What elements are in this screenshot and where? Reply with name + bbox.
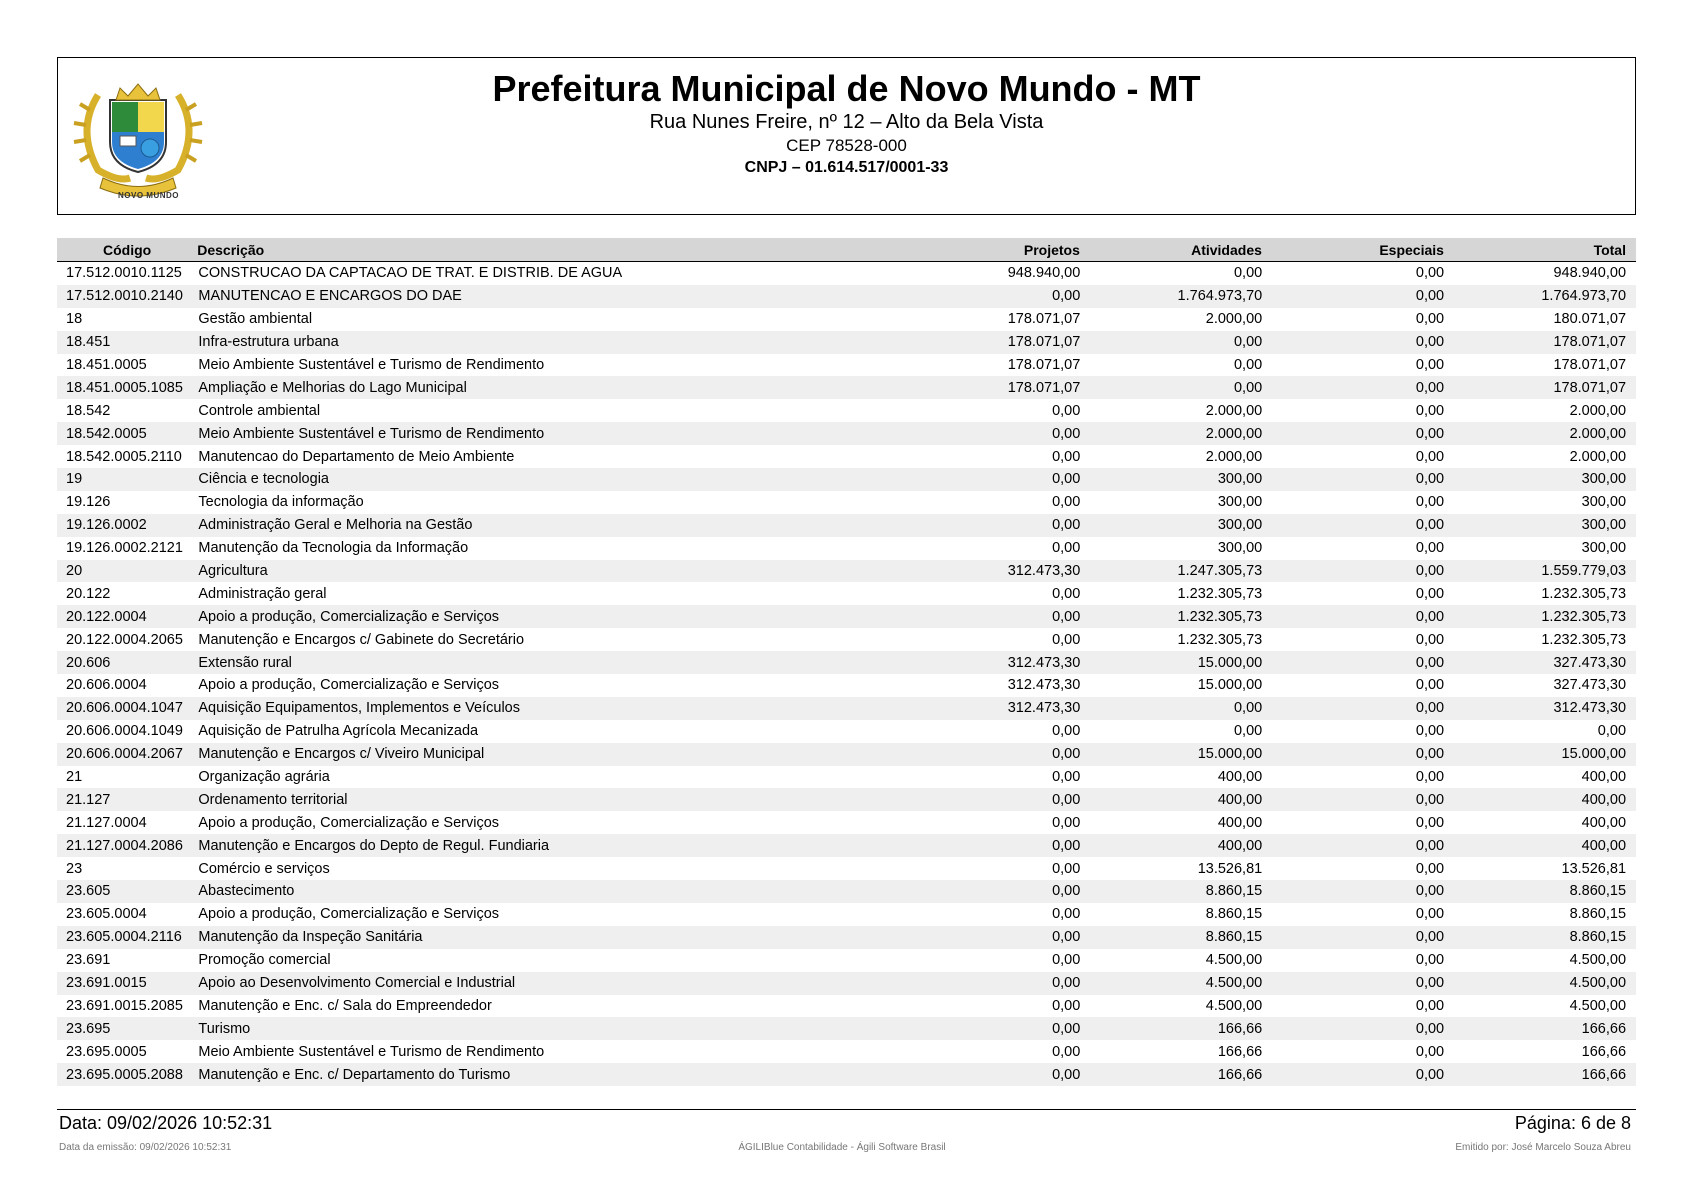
- cell-descricao: Agricultura: [198, 563, 268, 580]
- cell-descricao: Manutenção da Tecnologia da Informação: [198, 540, 469, 557]
- cell-projetos: 312.473,30: [1007, 563, 1081, 580]
- cell-especiais: 0,00: [1415, 631, 1445, 648]
- cell-codigo: 19: [66, 471, 83, 488]
- cell-codigo: 18.542.0005: [66, 425, 147, 442]
- cell-projetos: 178.071,07: [1007, 357, 1081, 373]
- table-row: [57, 422, 1636, 445]
- table-row: [57, 262, 1636, 285]
- cell-descricao: Turismo: [198, 1020, 251, 1037]
- cell-codigo: 20.122: [66, 585, 111, 602]
- cell-descricao: CONSTRUCAO DA CAPTACAO DE TRAT. E DISTRIB. DE AGUA: [198, 265, 623, 282]
- col-header-descricao: Descrição: [197, 241, 265, 258]
- cell-projetos: 0,00: [1052, 769, 1081, 786]
- cell-descricao: Meio Ambiente Sustentável e Turismo de Rendimento: [198, 1043, 545, 1060]
- cell-atividades: 300,00: [1217, 517, 1263, 534]
- table-row: [57, 537, 1636, 560]
- cell-especiais: 0,00: [1415, 402, 1445, 419]
- cell-especiais: 0,00: [1415, 471, 1445, 488]
- cell-atividades: 400,00: [1217, 769, 1263, 786]
- cell-codigo: 18.542.0005.2110: [66, 448, 182, 465]
- cell-total: 1.559.779,03: [1541, 563, 1627, 580]
- table-row: [57, 834, 1636, 857]
- cell-projetos: 0,00: [1052, 746, 1081, 763]
- table-row: [57, 285, 1636, 308]
- table-row: [57, 445, 1636, 468]
- cell-atividades: 1.247.305,73: [1177, 563, 1263, 580]
- table-row: [57, 582, 1636, 605]
- table-row: [57, 1017, 1636, 1040]
- cell-total: 300,00: [1581, 540, 1627, 557]
- cell-atividades: 0,00: [1233, 265, 1263, 282]
- table-row: [57, 811, 1636, 834]
- cell-projetos: 0,00: [1052, 448, 1081, 465]
- cell-atividades: 15.000,00: [1197, 746, 1263, 763]
- cell-projetos: 0,00: [1052, 471, 1081, 488]
- cell-atividades: 1.232.305,73: [1177, 585, 1263, 602]
- table-row: [57, 308, 1636, 331]
- cell-codigo: 18.451.0005.1085: [66, 379, 183, 396]
- cell-especiais: 0,00: [1415, 494, 1445, 511]
- cell-descricao: Manutenção da Inspeção Sanitária: [198, 929, 423, 946]
- cell-descricao: Apoio ao Desenvolvimento Comercial e Industrial: [198, 975, 516, 992]
- table-row: [57, 674, 1636, 697]
- cell-projetos: 178.071,07: [1007, 379, 1081, 396]
- cell-atividades: 300,00: [1217, 540, 1263, 557]
- cell-codigo: 21.127: [66, 791, 111, 808]
- cell-projetos: 0,00: [1052, 585, 1081, 602]
- cell-descricao: Apoio a produção, Comercialização e Serviços: [198, 677, 500, 694]
- cell-especiais: 0,00: [1415, 357, 1445, 373]
- cell-atividades: 300,00: [1217, 471, 1263, 488]
- cell-total: 327.473,30: [1553, 677, 1627, 694]
- table-header: [57, 238, 1636, 262]
- table-row: [57, 697, 1636, 720]
- table-row: [57, 399, 1636, 422]
- cell-codigo: 20.122.0004: [66, 608, 147, 625]
- cell-projetos: 0,00: [1052, 997, 1081, 1014]
- cell-codigo: 18.451.0005: [66, 357, 147, 373]
- cell-descricao: Manutenção e Encargos c/ Gabinete do Secretário: [198, 631, 525, 648]
- cell-projetos: 312.473,30: [1007, 700, 1081, 717]
- cell-total: 4.500,00: [1569, 952, 1627, 969]
- cell-atividades: 2.000,00: [1205, 402, 1263, 419]
- cell-codigo: 17.512.0010.1125: [66, 265, 182, 282]
- cell-descricao: Manutenção e Encargos c/ Viveiro Municipal: [198, 746, 485, 763]
- cell-codigo: 23.605.0004.2116: [66, 929, 182, 946]
- cell-descricao: Manutenção e Enc. c/ Sala do Empreendedor: [198, 997, 492, 1014]
- cell-projetos: 0,00: [1052, 975, 1081, 992]
- cell-projetos: 0,00: [1052, 1020, 1081, 1037]
- cell-codigo: 23: [66, 860, 83, 877]
- cell-especiais: 0,00: [1415, 1043, 1445, 1060]
- cell-especiais: 0,00: [1415, 746, 1445, 763]
- cell-descricao: Ordenamento territorial: [198, 791, 348, 808]
- cell-descricao: Ampliação e Melhorias do Lago Municipal: [198, 379, 467, 396]
- cell-projetos: 0,00: [1052, 906, 1081, 923]
- table-row: [57, 766, 1636, 789]
- cell-projetos: 948.940,00: [1007, 265, 1081, 282]
- cell-total: 948.940,00: [1553, 265, 1627, 282]
- table-row: [57, 376, 1636, 399]
- cell-total: 312.473,30: [1553, 700, 1627, 717]
- table-row: [57, 903, 1636, 926]
- cell-total: 180.071,07: [1553, 311, 1627, 328]
- cell-total: 300,00: [1581, 471, 1627, 488]
- cell-descricao: Manutencao do Departamento de Meio Ambiente: [198, 448, 515, 465]
- cell-projetos: 0,00: [1052, 814, 1081, 831]
- cell-total: 1.232.305,73: [1541, 608, 1627, 625]
- cell-especiais: 0,00: [1415, 1020, 1445, 1037]
- cell-total: 400,00: [1581, 769, 1627, 786]
- cell-atividades: 166,66: [1217, 1066, 1263, 1083]
- cell-projetos: 0,00: [1052, 631, 1081, 648]
- cell-projetos: 0,00: [1052, 883, 1081, 900]
- cell-atividades: 2.000,00: [1205, 311, 1263, 328]
- report-header: [57, 57, 1636, 215]
- table-row: [57, 857, 1636, 880]
- cell-especiais: 0,00: [1415, 425, 1445, 442]
- cell-atividades: 8.860,15: [1205, 929, 1263, 946]
- cell-projetos: 0,00: [1052, 1066, 1081, 1083]
- cell-descricao: Manutenção e Encargos do Depto de Regul. Fundiaria: [198, 837, 550, 854]
- cell-total: 8.860,15: [1569, 883, 1627, 900]
- cell-atividades: 4.500,00: [1205, 975, 1263, 992]
- cell-total: 327.473,30: [1553, 654, 1627, 671]
- cell-codigo: 20.606.0004.2067: [66, 746, 183, 763]
- cell-especiais: 0,00: [1415, 952, 1445, 969]
- table-row: [57, 1063, 1636, 1086]
- table-row: [57, 1040, 1636, 1063]
- cell-descricao: Tecnologia da informação: [198, 494, 364, 511]
- cell-atividades: 15.000,00: [1197, 654, 1263, 671]
- cell-especiais: 0,00: [1415, 677, 1445, 694]
- address: Rua Nunes Freire, nº 12 – Alto da Bela Vista: [649, 111, 1044, 133]
- logo-text: NOVO MUNDO: [118, 191, 179, 200]
- cell-projetos: 0,00: [1052, 608, 1081, 625]
- budget-table: [57, 238, 1636, 1086]
- cell-codigo: 23.691.0015.2085: [66, 997, 183, 1014]
- cell-codigo: 23.605: [66, 883, 111, 900]
- cell-codigo: 20.606: [66, 654, 111, 671]
- page-number: Página: 6 de 8: [1514, 1113, 1631, 1133]
- table-row: [57, 972, 1636, 995]
- cell-codigo: 19.126.0002: [66, 517, 147, 534]
- cell-total: 166,66: [1581, 1043, 1627, 1060]
- cell-projetos: 178.071,07: [1007, 334, 1081, 351]
- cell-total: 400,00: [1581, 791, 1627, 808]
- cell-total: 1.232.305,73: [1541, 631, 1627, 648]
- table-body: [57, 262, 1636, 1086]
- cell-total: 166,66: [1581, 1020, 1627, 1037]
- cell-total: 166,66: [1581, 1066, 1627, 1083]
- software-credit: ÁGILIBlue Contabilidade - Ágili Software Brasil: [738, 1142, 946, 1153]
- cell-especiais: 0,00: [1415, 379, 1445, 396]
- table-row: [57, 743, 1636, 766]
- cep: CEP 78528-000: [786, 136, 907, 155]
- cell-projetos: 0,00: [1052, 791, 1081, 808]
- cell-atividades: 300,00: [1217, 494, 1263, 511]
- cell-descricao: Administração geral: [198, 585, 327, 602]
- cell-especiais: 0,00: [1415, 563, 1445, 580]
- cell-atividades: 4.500,00: [1205, 952, 1263, 969]
- cell-atividades: 1.764.973,70: [1177, 288, 1263, 305]
- cell-descricao: MANUTENCAO E ENCARGOS DO DAE: [198, 288, 462, 305]
- page-title: Prefeitura Municipal de Novo Mundo - MT: [492, 68, 1201, 109]
- cell-descricao: Meio Ambiente Sustentável e Turismo de Rendimento: [198, 357, 545, 373]
- cell-total: 2.000,00: [1569, 402, 1627, 419]
- footer-divider: [57, 1109, 1636, 1110]
- cell-total: 178.071,07: [1553, 379, 1627, 396]
- cell-descricao: Abastecimento: [198, 883, 295, 900]
- cell-atividades: 0,00: [1233, 700, 1263, 717]
- cell-atividades: 166,66: [1217, 1043, 1263, 1060]
- cell-especiais: 0,00: [1415, 883, 1445, 900]
- cell-projetos: 0,00: [1052, 1043, 1081, 1060]
- table-row: [57, 651, 1636, 674]
- cell-total: 13.526,81: [1561, 860, 1627, 877]
- table-row: [57, 331, 1636, 354]
- cell-descricao: Extensão rural: [198, 654, 292, 671]
- cell-especiais: 0,00: [1415, 288, 1445, 305]
- col-header-especiais: Especiais: [1379, 241, 1444, 258]
- cell-especiais: 0,00: [1415, 837, 1445, 854]
- cell-especiais: 0,00: [1415, 997, 1445, 1014]
- cell-projetos: 0,00: [1052, 288, 1081, 305]
- cell-descricao: Comércio e serviços: [198, 860, 330, 877]
- cell-codigo: 23.695.0005.2088: [66, 1066, 183, 1083]
- cell-descricao: Promoção comercial: [198, 952, 331, 969]
- cell-codigo: 21.127.0004.2086: [66, 837, 183, 854]
- cell-descricao: Aquisição de Patrulha Agrícola Mecanizada: [198, 723, 479, 740]
- cell-codigo: 18: [66, 311, 83, 328]
- cell-especiais: 0,00: [1415, 585, 1445, 602]
- cell-codigo: 20: [66, 563, 83, 580]
- cell-especiais: 0,00: [1415, 517, 1445, 534]
- col-header-codigo: Código: [103, 241, 152, 258]
- cell-especiais: 0,00: [1415, 1066, 1445, 1083]
- cell-codigo: 19.126: [66, 494, 111, 511]
- table-row: [57, 788, 1636, 811]
- table-row: [57, 880, 1636, 903]
- cell-projetos: 0,00: [1052, 860, 1081, 877]
- cell-atividades: 4.500,00: [1205, 997, 1263, 1014]
- cell-descricao: Meio Ambiente Sustentável e Turismo de Rendimento: [198, 425, 545, 442]
- cell-projetos: 312.473,30: [1007, 654, 1081, 671]
- cell-atividades: 400,00: [1217, 837, 1263, 854]
- cell-atividades: 2.000,00: [1205, 425, 1263, 442]
- cell-especiais: 0,00: [1415, 448, 1445, 465]
- cell-total: 4.500,00: [1569, 975, 1627, 992]
- cell-especiais: 0,00: [1415, 608, 1445, 625]
- col-header-projetos: Projetos: [1023, 241, 1080, 258]
- cell-codigo: 20.606.0004.1047: [66, 700, 183, 717]
- cell-total: 2.000,00: [1569, 448, 1627, 465]
- cell-total: 1.764.973,70: [1541, 288, 1627, 305]
- table-row: [57, 720, 1636, 743]
- cell-projetos: 312.473,30: [1007, 677, 1081, 694]
- cell-atividades: 0,00: [1233, 379, 1263, 396]
- cell-projetos: 0,00: [1052, 540, 1081, 557]
- cell-descricao: Infra-estrutura urbana: [198, 334, 339, 351]
- cell-especiais: 0,00: [1415, 334, 1445, 351]
- cell-especiais: 0,00: [1415, 814, 1445, 831]
- cell-codigo: 18.542: [66, 402, 111, 419]
- cell-total: 2.000,00: [1569, 425, 1627, 442]
- cell-codigo: 20.122.0004.2065: [66, 631, 183, 648]
- footer-date: Data: 09/02/2026 10:52:31: [59, 1113, 273, 1133]
- cell-total: 8.860,15: [1569, 906, 1627, 923]
- cell-especiais: 0,00: [1415, 975, 1445, 992]
- cell-total: 178.071,07: [1553, 357, 1627, 373]
- cell-especiais: 0,00: [1415, 311, 1445, 328]
- cell-atividades: 8.860,15: [1205, 883, 1263, 900]
- cell-descricao: Apoio a produção, Comercialização e Serviços: [198, 814, 500, 831]
- cell-especiais: 0,00: [1415, 540, 1445, 557]
- cell-atividades: 0,00: [1233, 723, 1263, 740]
- cell-especiais: 0,00: [1415, 791, 1445, 808]
- cell-codigo: 23.691: [66, 952, 111, 969]
- cell-atividades: 1.232.305,73: [1177, 608, 1263, 625]
- cell-projetos: 0,00: [1052, 402, 1081, 419]
- cell-descricao: Organização agrária: [198, 769, 330, 786]
- cell-total: 178.071,07: [1553, 334, 1627, 351]
- cell-total: 400,00: [1581, 837, 1627, 854]
- cell-especiais: 0,00: [1415, 769, 1445, 786]
- cell-codigo: 19.126.0002.2121: [66, 540, 183, 557]
- cell-codigo: 20.606.0004: [66, 677, 147, 694]
- cell-codigo: 21.127.0004: [66, 814, 147, 831]
- cell-atividades: 1.232.305,73: [1177, 631, 1263, 648]
- cell-projetos: 0,00: [1052, 517, 1081, 534]
- cell-especiais: 0,00: [1415, 929, 1445, 946]
- cell-total: 0,00: [1597, 723, 1627, 740]
- cell-total: 15.000,00: [1561, 746, 1627, 763]
- table-row: [57, 995, 1636, 1018]
- cell-especiais: 0,00: [1415, 906, 1445, 923]
- cell-especiais: 0,00: [1415, 654, 1445, 671]
- cell-codigo: 21: [66, 769, 83, 786]
- cell-atividades: 0,00: [1233, 357, 1263, 373]
- cell-codigo: 17.512.0010.2140: [66, 288, 183, 305]
- cell-projetos: 0,00: [1052, 494, 1081, 511]
- cell-atividades: 15.000,00: [1197, 677, 1263, 694]
- cell-projetos: 0,00: [1052, 425, 1081, 442]
- cell-especiais: 0,00: [1415, 265, 1445, 282]
- cell-codigo: 23.695.0005: [66, 1043, 147, 1060]
- cell-descricao: Gestão ambiental: [198, 311, 313, 328]
- cell-descricao: Administração Geral e Melhoria na Gestão: [198, 517, 473, 534]
- cell-projetos: 0,00: [1052, 952, 1081, 969]
- cell-descricao: Apoio a produção, Comercialização e Serviços: [198, 906, 500, 923]
- cell-especiais: 0,00: [1415, 860, 1445, 877]
- cell-atividades: 166,66: [1217, 1020, 1263, 1037]
- table-row: [57, 560, 1636, 583]
- cell-total: 400,00: [1581, 814, 1627, 831]
- table-row: [57, 491, 1636, 514]
- cell-atividades: 400,00: [1217, 814, 1263, 831]
- cell-descricao: Manutenção e Enc. c/ Departamento do Turismo: [198, 1066, 511, 1083]
- table-row: [57, 468, 1636, 491]
- cell-projetos: 0,00: [1052, 723, 1081, 740]
- col-header-total: Total: [1593, 241, 1626, 258]
- emission-date: Data da emissão: 09/02/2026 10:52:31: [59, 1142, 232, 1153]
- cnpj: CNPJ – 01.614.517/0001-33: [744, 159, 949, 176]
- cell-especiais: 0,00: [1415, 700, 1445, 717]
- col-header-atividades: Atividades: [1191, 241, 1262, 258]
- cell-projetos: 178.071,07: [1007, 311, 1081, 328]
- table-row: [57, 628, 1636, 651]
- cell-descricao: Aquisição Equipamentos, Implementos e Veículos: [198, 700, 520, 717]
- cell-codigo: 23.695: [66, 1020, 111, 1037]
- cell-codigo: 18.451: [66, 334, 111, 351]
- cell-descricao: Ciência e tecnologia: [198, 471, 329, 488]
- cell-descricao: Apoio a produção, Comercialização e Serviços: [198, 608, 500, 625]
- cell-total: 1.232.305,73: [1541, 585, 1627, 602]
- table-row: [57, 949, 1636, 972]
- table-row: [57, 926, 1636, 949]
- cell-codigo: 20.606.0004.1049: [66, 723, 183, 740]
- table-row: [57, 514, 1636, 537]
- cell-atividades: 13.526,81: [1197, 860, 1263, 877]
- cell-atividades: 8.860,15: [1205, 906, 1263, 923]
- table-row: [57, 605, 1636, 628]
- cell-especiais: 0,00: [1415, 723, 1445, 740]
- cell-descricao: Controle ambiental: [198, 402, 321, 419]
- cell-atividades: 2.000,00: [1205, 448, 1263, 465]
- cell-total: 8.860,15: [1569, 929, 1627, 946]
- cell-total: 300,00: [1581, 517, 1627, 534]
- cell-atividades: 0,00: [1233, 334, 1263, 351]
- cell-codigo: 23.691.0015: [66, 975, 147, 992]
- issuer: Emitido por: José Marcelo Souza Abreu: [1455, 1142, 1631, 1153]
- cell-total: 4.500,00: [1569, 997, 1627, 1014]
- cell-atividades: 400,00: [1217, 791, 1263, 808]
- cell-codigo: 23.605.0004: [66, 906, 147, 923]
- cell-projetos: 0,00: [1052, 929, 1081, 946]
- table-row: [57, 354, 1636, 377]
- cell-projetos: 0,00: [1052, 837, 1081, 854]
- cell-total: 300,00: [1581, 494, 1627, 511]
